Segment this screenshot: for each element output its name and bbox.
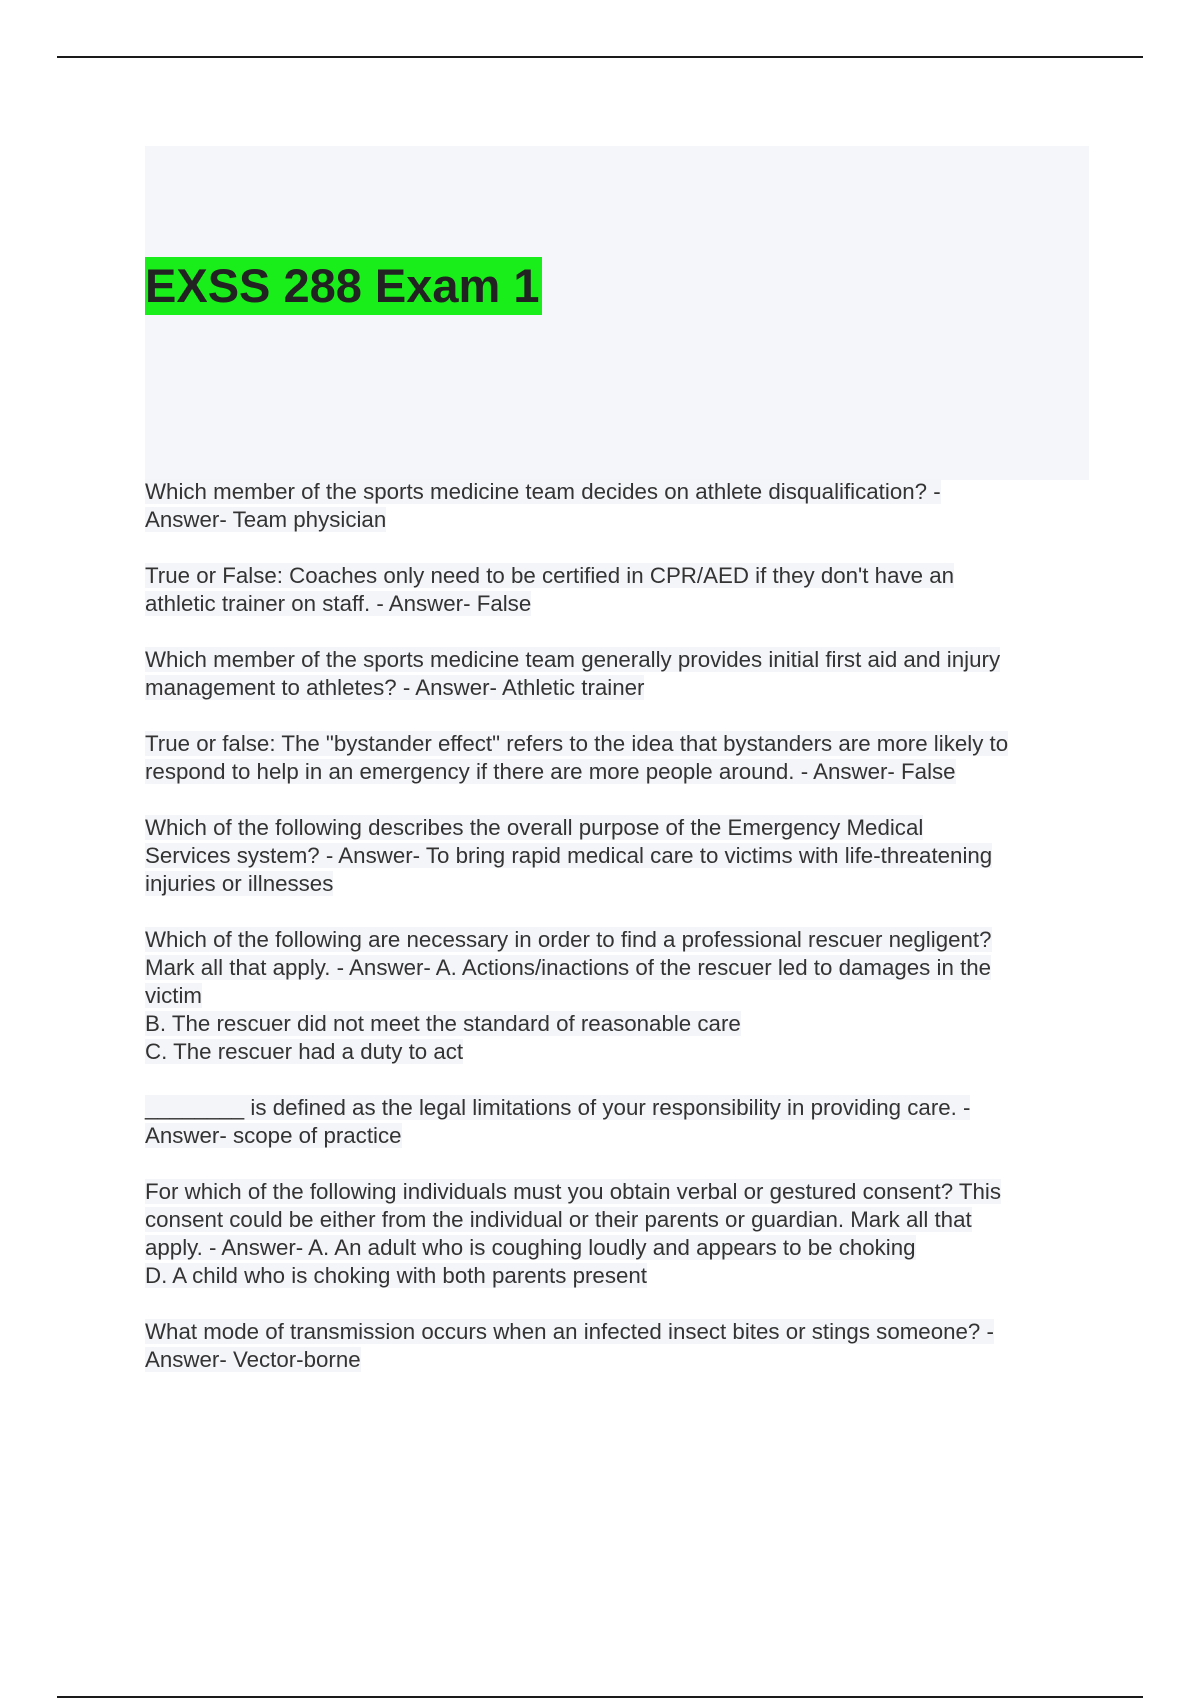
qa-line: B. The rescuer did not meet the standard of reasonable care <box>145 1011 741 1036</box>
qa-item-2 <box>145 562 1091 618</box>
bottom-rule <box>57 1696 1143 1698</box>
qa-line: Which member of the sports medicine team decides on athlete disqualification? - <box>145 479 941 504</box>
qa-line: True or False: Coaches only need to be certified in CPR/AED if they don't have an <box>145 563 955 588</box>
qa-line: Answer- scope of practice <box>145 1123 402 1148</box>
qa-line: management to athletes? - Answer- Athletic trainer <box>145 675 645 700</box>
qa-line: Answer- Team physician <box>145 507 387 532</box>
qa-line: apply. - Answer- A. An adult who is coughing loudly and appears to be choking <box>145 1235 916 1260</box>
qa-list <box>145 478 1091 1402</box>
qa-item-5 <box>145 814 1091 898</box>
qa-line: consent could be either from the individual or their parents or guardian. Mark all that <box>145 1207 972 1232</box>
qa-line: Mark all that apply. - Answer- A. Actions/inactions of the rescuer led to damages in the <box>145 955 992 980</box>
qa-item-7 <box>145 1094 1091 1150</box>
qa-line: For which of the following individuals must you obtain verbal or gestured consent? This <box>145 1179 1002 1204</box>
qa-item-8 <box>145 1178 1091 1290</box>
qa-line: Which of the following are necessary in order to find a professional rescuer negligent? <box>145 927 992 952</box>
title-block <box>145 146 1089 480</box>
qa-item-1 <box>145 478 1091 534</box>
qa-line: ________ is defined as the legal limitations of your responsibility in providing care. - <box>145 1095 971 1120</box>
qa-line: Which member of the sports medicine team generally provides initial first aid and injury <box>145 647 1001 672</box>
qa-line: What mode of transmission occurs when an infected insect bites or stings someone? - <box>145 1319 994 1344</box>
qa-line: Answer- Vector-borne <box>145 1347 361 1372</box>
document-title: EXSS 288 Exam 1 <box>145 257 542 315</box>
qa-line: D. A child who is choking with both parents present <box>145 1263 647 1288</box>
qa-item-9 <box>145 1318 1091 1374</box>
qa-item-6 <box>145 926 1091 1066</box>
qa-line: injuries or illnesses <box>145 871 334 896</box>
top-rule <box>57 56 1143 58</box>
qa-line: C. The rescuer had a duty to act <box>145 1039 464 1064</box>
qa-item-3 <box>145 646 1091 702</box>
qa-line: respond to help in an emergency if there are more people around. - Answer- False <box>145 759 956 784</box>
qa-line: victim <box>145 983 202 1008</box>
qa-line: athletic trainer on staff. - Answer- False <box>145 591 532 616</box>
qa-line: Services system? - Answer- To bring rapid medical care to victims with life-threatening <box>145 843 993 868</box>
qa-item-4 <box>145 730 1091 786</box>
qa-line: Which of the following describes the overall purpose of the Emergency Medical <box>145 815 924 840</box>
qa-line: True or false: The "bystander effect" refers to the idea that bystanders are more likely to <box>145 731 1009 756</box>
